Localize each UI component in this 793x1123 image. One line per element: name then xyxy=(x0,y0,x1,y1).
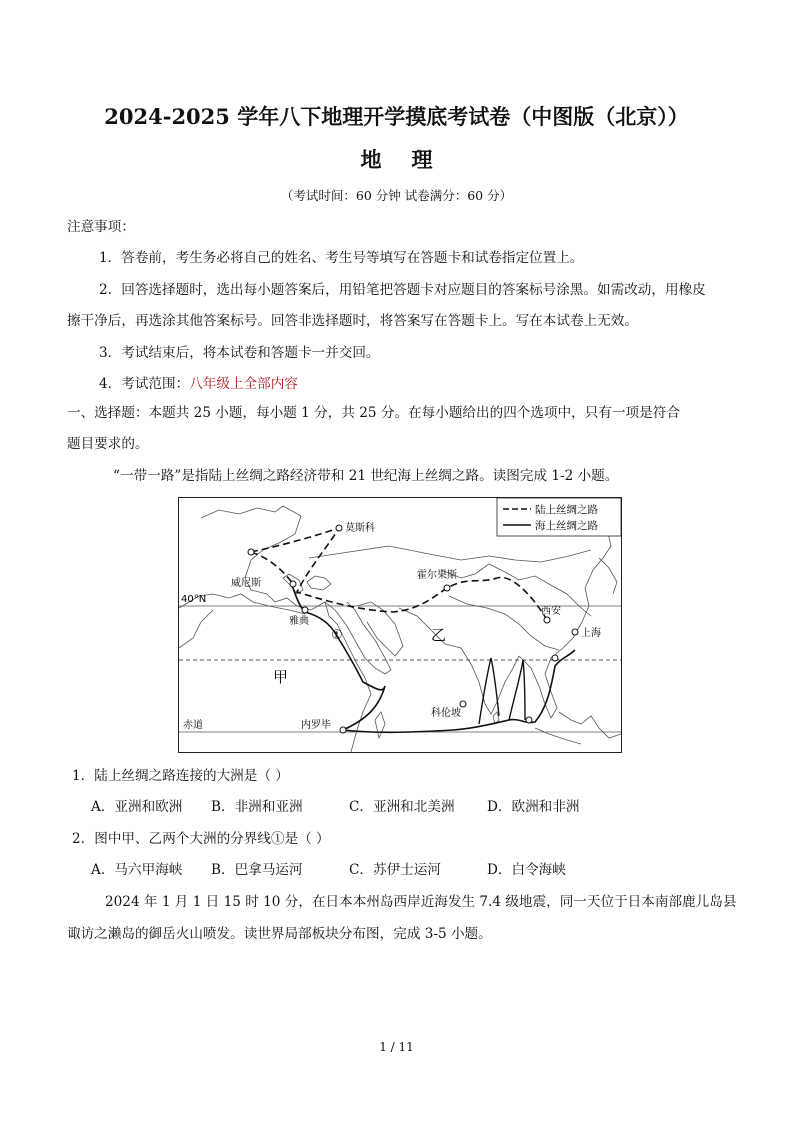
shanghai-label: 上海 xyxy=(581,628,601,639)
subject-title: 地理 xyxy=(360,147,463,172)
horgos-label: 霍尔果斯 xyxy=(417,570,457,581)
legend-sea-label: 海上丝绸之路 xyxy=(535,520,598,532)
note-2: 2．回答选择题时，选出每小题答案后，用铅笔把答题卡对应题目的答案标号涂黑。如需改动，用橡皮 xyxy=(99,282,706,298)
question-2-option-b[interactable]: B．巴拿马运河 xyxy=(211,862,303,878)
note-1: 1．答卷前，考生务必将自己的姓名、考生号等填写在答题卡和试卷指定位置上。 xyxy=(99,250,584,266)
question-2-option-d[interactable]: D．白令海峡 xyxy=(487,862,566,878)
question-2-stem: 2．图中甲、乙两个大洲的分界线①是（ ） xyxy=(72,831,330,847)
venice-marker xyxy=(290,581,296,587)
latitude-40n-label: 40°N xyxy=(181,594,207,605)
map-svg xyxy=(179,498,621,752)
question-2-option-c[interactable]: C．苏伊士运河 xyxy=(349,862,441,878)
page-title: 2024-2025 学年八下地理开学摸底考试卷（中图版（北京）） xyxy=(104,104,689,129)
canal-marker-label: ① xyxy=(331,628,343,643)
note-2-cont: 擦干净后，再选涂其他答案标号。回答非选择题时，将答案写在答题卡上。写在本试卷上无效。 xyxy=(67,313,638,329)
colombo-marker xyxy=(460,701,466,707)
xian-marker xyxy=(544,617,550,623)
venice-label: 威尼斯 xyxy=(231,578,261,589)
question-1-option-b[interactable]: B．非洲和亚洲 xyxy=(211,799,303,815)
legend-land-label: 陆上丝绸之路 xyxy=(535,504,598,516)
maritime-bay-loops xyxy=(479,658,525,724)
question-intro-1: “一带一路”是指陆上丝绸之路经济带和 21 世纪海上丝绸之路。读图完成 1-2 小题。 xyxy=(113,468,619,484)
exam-info: （考试时间：60 分钟 试卷满分：60 分） xyxy=(280,188,513,203)
horgos-marker xyxy=(444,585,450,591)
belt-road-map xyxy=(178,497,622,753)
xian-label: 西安 xyxy=(541,606,561,617)
section-1-heading-cont: 题目要求的。 xyxy=(67,436,149,452)
moscow-marker xyxy=(336,525,342,531)
question-1-option-c[interactable]: C．亚洲和北美洲 xyxy=(349,799,455,815)
continent-jia-label: 甲 xyxy=(273,668,289,686)
question-1-stem: 1．陆上丝绸之路连接的大洲是（ ） xyxy=(72,768,289,784)
jakarta-marker xyxy=(526,717,532,723)
continent-yi-label: 乙 xyxy=(431,626,447,644)
notes-heading: 注意事项： xyxy=(67,219,135,235)
page-number: 1 / 11 xyxy=(379,1040,414,1054)
question-1-option-d[interactable]: D．欧洲和非洲 xyxy=(487,799,580,815)
athens-label: 雅典 xyxy=(289,616,309,627)
question-intro-2-cont: 诹访之濑岛的御岳火山喷发。读世界局部板块分布图，完成 3-5 小题。 xyxy=(67,926,492,942)
shanghai-marker xyxy=(572,629,578,635)
exam-scope: 八年级上全部内容 xyxy=(189,376,298,392)
nairobi-marker xyxy=(340,727,346,733)
athens-marker xyxy=(302,607,308,613)
question-2-option-a[interactable]: A．马六甲海峡 xyxy=(91,862,183,878)
question-1-option-a[interactable]: A．亚洲和欧洲 xyxy=(91,799,183,815)
rotterdam-marker xyxy=(248,549,254,555)
nairobi-label: 内罗毕 xyxy=(301,720,331,731)
equator-label: 赤道 xyxy=(183,720,203,731)
note-4-prefix: 4．考试范围： xyxy=(99,376,190,392)
note-3: 3．考试结束后，将本试卷和答题卡一并交回。 xyxy=(99,345,380,361)
note-4 xyxy=(99,374,298,394)
question-intro-2: 2024 年 1 月 1 日 15 时 10 分，在日本本州岛西岸近海发生 7.4 级地震，同一天位于日本南部鹿儿岛县 xyxy=(105,894,737,910)
colombo-label: 科伦坡 xyxy=(431,708,461,719)
moscow-label: 莫斯科 xyxy=(345,523,375,534)
section-1-heading: 一、选择题：本题共 25 小题，每小题 1 分，共 25 分。在每小题给出的四个选项中，只有一项是符合 xyxy=(67,405,680,421)
fuzhou-marker xyxy=(552,655,558,661)
